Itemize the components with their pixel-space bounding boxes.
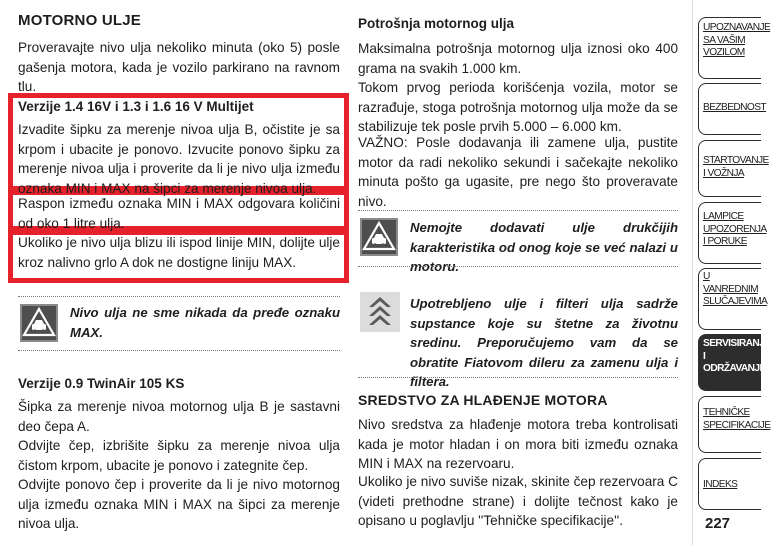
car-warning-icon [360, 218, 398, 256]
tab-label: VOZILOM [703, 47, 745, 58]
paragraph-coolant-2: Ukoliko je nivo suviše nizak, skinite čep rezervoara C (videti prethodne strane) i dolijte tečnost kako je opisano u poglavlju ''Tehničke specifikacije''. [358, 474, 678, 529]
tab-label: VANREDNIM [703, 283, 758, 295]
environment-note: Upotrebljeno ulje i filteri ulja sadrže supstance koje su štetne za životnu sredinu. Preporučujemo vam da se obratite Fiatovom dileru za zamenu ulja i filtera. [410, 296, 678, 389]
tab-label: I VOŽNJA [703, 167, 745, 179]
section-heading-engine-oil: MOTORNO ULJE [18, 12, 141, 29]
tab-servicing-maintenance[interactable] [698, 334, 771, 391]
tab-index[interactable] [698, 458, 761, 510]
tab-label: BEZBEDNOST [703, 102, 767, 113]
tab-label: SA VAŠIM [703, 34, 746, 46]
car-warning-icon [20, 304, 58, 342]
divider [358, 266, 678, 267]
environment-icon [360, 292, 400, 332]
intro-paragraph: Proveravajte nivo ulja nekoliko minuta (oko 5) posle gašenja motora, kada je vozilo parkirano na ravnom tlu. [18, 40, 340, 95]
page-edge-line [692, 0, 693, 545]
tab-label: UPOZNAVANJE [703, 22, 771, 33]
tab-label: LAMPICE [703, 211, 744, 222]
paragraph-twinair-1: Šipka za merenje nivoa motornog ulja B je sastavni deo čepa A. [18, 399, 340, 434]
tab-safety[interactable] [698, 83, 767, 135]
tab-label: SPECIFIKACIJE [703, 419, 771, 431]
paragraph-twinair-3: Odvijte ponovo čep i proverite da li je nivo motornog ulja između oznaka MIN i MAX na šipci za merenje nivoa ulja. [18, 477, 340, 532]
paragraph-dipstick-check: Izvadite šipku za merenje nivoa ulja B, očistite je sa krpom i ubacite je ponovo. Izvucite ponovo šipku za merenje nivoa ulja i proverite da li je nivo ulja između oznaka MIN i MAX na šipci za merenje nivoa ulja. [18, 122, 340, 196]
tab-technical-specs[interactable] [698, 396, 771, 453]
paragraph-top-up: Ukoliko je nivo ulja blizu ili ispod linije MIN, dolijte ulje kroz nalivno grlo A dok ne dostigne liniju MAX. [18, 235, 340, 270]
subheading-14-16v: Verzije 1.4 16V i 1.3 i 1.6 16 V Multijet [18, 99, 254, 114]
paragraph-consumption-2: Tokom prvog perioda korišćenja vozila, motor se razrađuje, stoga potrošnja motornog ulja može da se stabilizuje tek posle prvih 5.000 – 6.000 km. [358, 80, 678, 135]
tab-getting-to-know[interactable] [698, 17, 771, 79]
tab-label: INDEKS [703, 479, 738, 490]
tab-starting-driving[interactable] [698, 140, 769, 197]
paragraph-consumption-1: Maksimalna potrošnja motornog ulja iznosi oko 400 grama na svakih 1.000 km. [358, 41, 678, 76]
tab-warning-lights[interactable] [698, 202, 767, 264]
subheading-twinair: Verzije 0.9 TwinAir 105 KS [18, 376, 185, 391]
divider [358, 377, 678, 378]
tab-label: SLUČAJEVIMA [703, 296, 768, 307]
subheading-oil-consumption: Potrošnja motornog ulja [358, 16, 515, 31]
divider [358, 210, 678, 211]
tab-label: U [703, 271, 710, 282]
tab-label: SERVISIRANJE [703, 338, 771, 349]
divider [18, 296, 340, 297]
tab-label: ODRŽAVANJE [703, 363, 766, 374]
tab-label: STARTOVANJE [703, 155, 769, 166]
tab-label: UPOZORENJA [703, 223, 767, 235]
tab-label: I [703, 350, 706, 362]
section-heading-coolant: SREDSTVO ZA HLAĐENJE MOTORA [358, 392, 608, 408]
tab-emergency[interactable] [698, 268, 768, 330]
tab-label: I PORUKE [703, 236, 747, 247]
paragraph-twinair-2: Odvijte čep, izbrišite šipku za merenje nivoa ulja čistom krpom, ubacite je ponovo i zategnite čep. [18, 438, 340, 473]
warning-oil-max: Nivo ulja ne sme nikada da pređe oznaku MAX. [70, 305, 340, 340]
tab-label: TEHNIČKE [703, 407, 750, 418]
paragraph-important: VAŽNO: Posle dodavanja ili zamene ulja, pustite motor da radi nekoliko sekundi i sačekajte nekoliko minuta pošto ga ugasite, pre nego što proveravate nivo. [358, 135, 678, 209]
paragraph-coolant-1: Nivo sredstva za hlađenje motora treba kontrolisati kada je motor hladan i on mora biti između oznaka MIN i MAX na rezervoaru. [358, 417, 678, 472]
paragraph-min-max-range: Raspon između oznaka MIN i MAX odgovara količini od oko 1 litre ulja. [18, 196, 340, 231]
warning-oil-type: Nemojte dodavati ulje drukčijih karakteristika od onog koje se već nalazi u motoru. [410, 220, 678, 274]
page-number: 227 [705, 515, 731, 532]
divider [18, 350, 340, 351]
